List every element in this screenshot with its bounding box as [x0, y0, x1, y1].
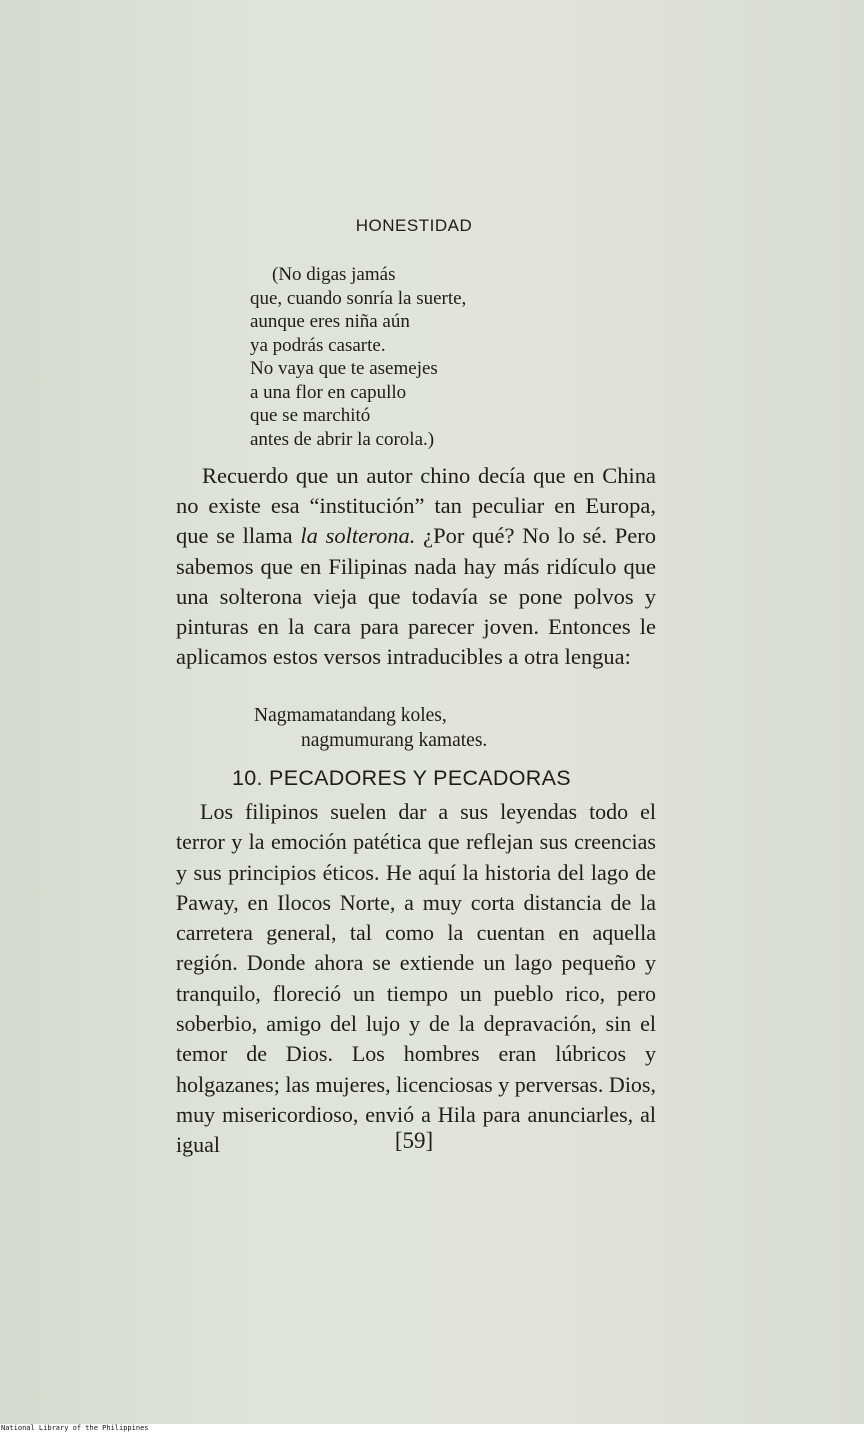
library-credit: National Library of the Philippines: [1, 1424, 149, 1432]
poem-line: ya podrás casarte.: [250, 334, 386, 356]
verse-line: Nagmamatandang koles,: [254, 705, 447, 726]
paragraph-solterona: [176, 461, 656, 672]
running-head: HONESTIDAD: [355, 216, 473, 235]
page-number: [59]: [394, 1128, 434, 1153]
paragraph-paway-lake: [176, 797, 656, 1161]
tagalog-verse: [254, 703, 487, 753]
italic-term: la solterona.: [300, 523, 416, 549]
paragraph-text: ¿Por qué? No lo sé. Pero sabemos que en Filipinas nada hay más ridículo que una solterona vieja que todavía se pone polvos y pinturas en la cara para parecer joven. Entonces le aplicamos estos versos intraducibles a otra lengua:: [176, 523, 656, 670]
verse-line: nagmumurang kamates.: [301, 730, 488, 751]
poem-line: No vaya que te asemejes: [250, 358, 438, 379]
poem-line: aunque eres niña aún: [250, 311, 410, 332]
paragraph-text: Recuerdo que un autor chino decía que en China no existe esa “institución” tan peculiar en Europa, que se llama: [176, 463, 656, 549]
poem-line: que se marchitó: [250, 405, 371, 426]
paragraph-text: Los filipinos suelen dar a sus leyendas todo el terror y la emoción patética que reflejan sus creencias y sus principios éticos. He aquí la historia del lago de Paway, en Ilocos Norte, a muy corta distancia de la carretera general, tal como la cuentan en aquella región. Donde ahora se extiende un lago pequeño y tranquilo, floreció un tiempo un pueblo rico, pero soberbio, amigo del lujo y de la depravación, sin el temor de Dios. Los hombres eran lúbricos y holgazanes; las mujeres, licenciosas y perversas. Dios, muy misericordioso, envió a Hila para anunciarles, al igual: [176, 799, 656, 1158]
poem-line: a una flor en capullo: [250, 381, 407, 403]
poem-line: que, cuando sonría la suerte,: [250, 287, 467, 309]
poem-stanza: [250, 263, 466, 451]
poem-line: antes de abrir la corola.): [250, 428, 435, 450]
poem-line: (No digas jamás: [272, 264, 396, 285]
section-heading: 10. PECADORES Y PECADORAS: [232, 766, 571, 790]
